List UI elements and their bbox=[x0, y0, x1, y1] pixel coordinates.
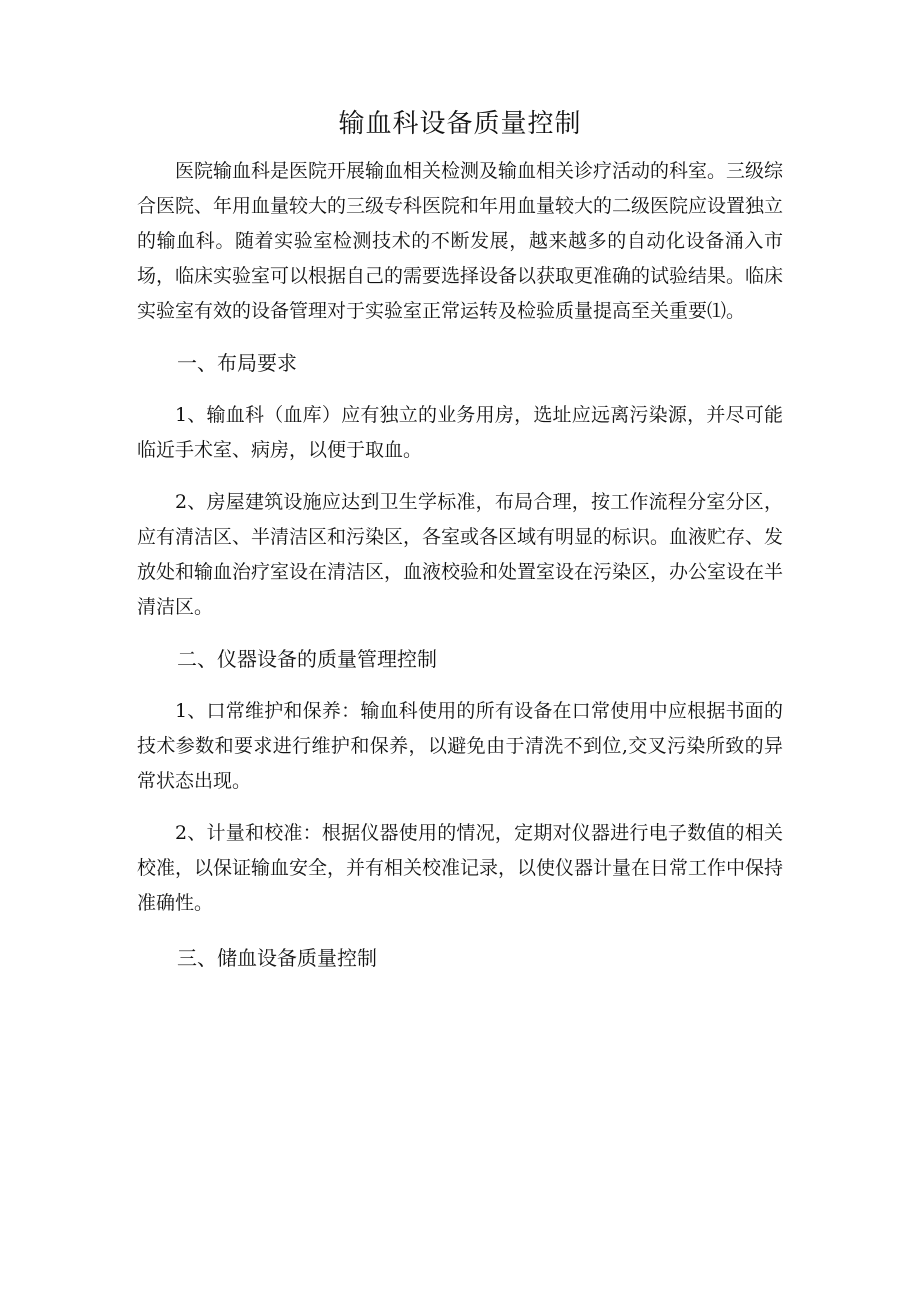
intro-paragraph: 医院输血科是医院开展输血相关检测及输血相关诊疗活动的科室。三级综合医院、年用血量较大的三级专科医院和年用血量较大的二级医院应设置独立的输血科。随着实验室检测技术的不断发展，越来越多的自动化设备涌入市场，临床实验室可以根据自己的需要选择设备以获取更准确的试验结果。临床实验室有效的设备管理对于实验室正常运转及检验质量提高至关重要⑴。 bbox=[137, 160, 784, 322]
section-heading-storage: 三、储血设备质量控制 bbox=[177, 946, 377, 970]
section-paragraph: 2、房屋建筑设施应达到卫生学标准，布局合理，按工作流程分室分区，应有清洁区、半清洁区和污染区，各室或各区域有明显的标识。血液贮存、发放处和输血治疗室设在清洁区，血液校验和处置室设在污染区，办公室设在半清洁区。 bbox=[137, 491, 784, 618]
section-paragraph: 2、计量和校准：根据仪器使用的情况，定期对仪器进行电子数值的相关校准，以保证输血安全，并有相关校准记录，以使仪器计量在日常工作中保持准确性。 bbox=[137, 822, 784, 914]
section-heading-layout: 一、布局要求 bbox=[177, 351, 297, 375]
page-title: 输血科设备质量控制 bbox=[338, 109, 582, 139]
document-body bbox=[137, 154, 783, 976]
section-heading-equipment: 二、仪器设备的质量管理控制 bbox=[177, 647, 437, 671]
section-paragraph: 1、口常维护和保养：输血科使用的所有设备在口常使用中应根据书面的技术参数和要求进行维护和保养，以避免由于清洗不到位,交叉污染所致的异常状态出现。 bbox=[137, 700, 783, 792]
section-paragraph: 1、输血科（血库）应有独立的业务用房，选址应远离污染源，并尽可能临近手术室、病房，以便于取血。 bbox=[137, 404, 783, 461]
